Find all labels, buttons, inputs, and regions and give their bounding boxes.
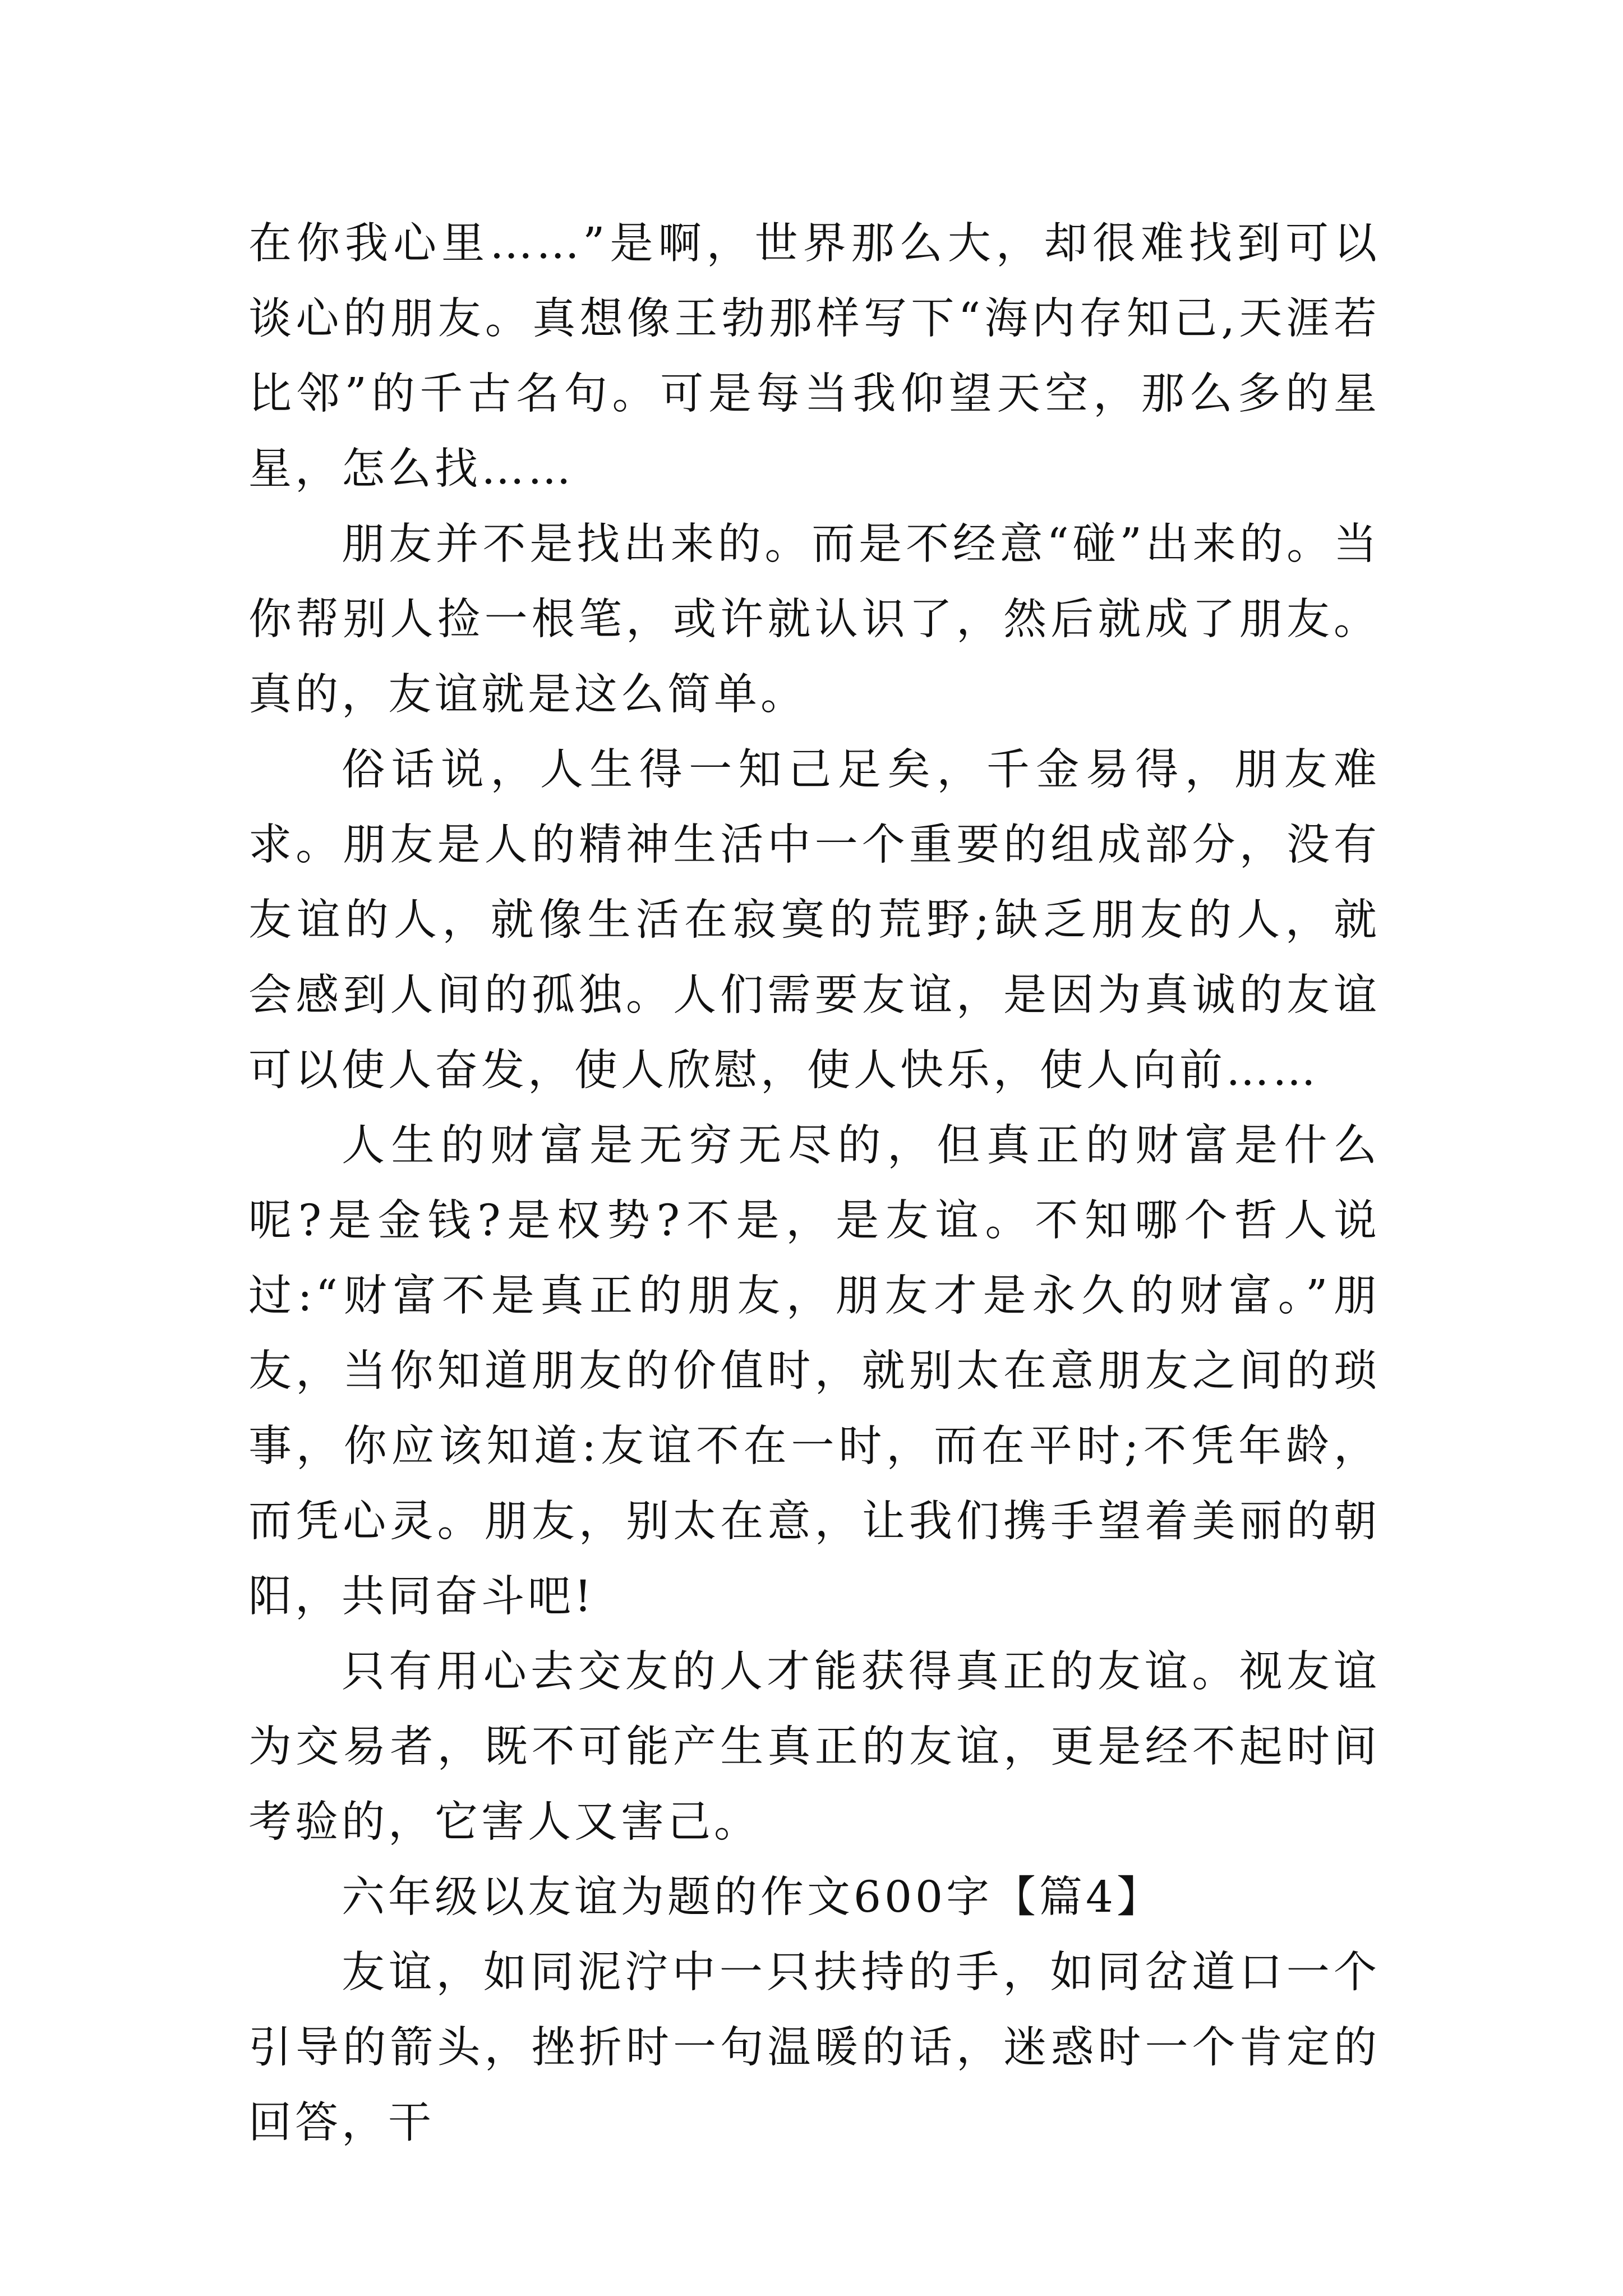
essay-heading: 六年级以友谊为题的作文600字【篇4】 <box>342 1872 1163 1922</box>
paragraph-friendship-metaphor: 友谊，如同泥泞中一只扶持的手，如同岔道口一个引导的箭头，挫折时一句温暖的话，迷惑时一个肯定的回答，干 <box>248 1948 1380 2148</box>
paragraph-friends-bump: 朋友并不是找出来的。而是不经意“碰”出来的。当你帮别人捡一根笔，或许就认识了，然后就成了朋友。真的，友谊就是这么简单。 <box>248 519 1380 720</box>
paragraph-sincere-friendship: 只有用心去交友的人才能获得真正的友谊。视友谊为交易者，既不可能产生真正的友谊，更是经不起时间考验的，它害人又害己。 <box>248 1647 1380 1847</box>
paragraph-proverb: 俗话说，人生得一知己足矣，千金易得，朋友难求。朋友是人的精神生活中一个重要的组成部分，没有友谊的人，就像生活在寂寞的荒野;缺乏朋友的人，就会感到人间的孤独。人们需要友谊，是因为真诚的友谊可以使人奋发，使人欣慰，使人快乐，使人向前…… <box>248 745 1380 1096</box>
paragraph-wealth: 人生的财富是无穷无尽的，但真正的财富是什么呢?是金钱?是权势?不是，是友谊。不知哪个哲人说过:“财富不是真正的朋友，朋友才是永久的财富。”朋友，当你知道朋友的价值时，就别太在意朋友之间的琐事，你应该知道:友谊不在一时，而在平时;不凭年龄，而凭心灵。朋友，别太在意，让我们携手望着美丽的朝阳，共同奋斗吧! <box>248 1121 1380 1622</box>
paragraph-continuation: 在你我心里……”是啊，世界那么大，却很难找到可以谈心的朋友。真想像王勃那样写下“海内存知己,天涯若比邻”的千古名句。可是每当我仰望天空，那么多的星星，怎么找…… <box>248 219 1380 494</box>
document-body <box>248 206 1380 2161</box>
